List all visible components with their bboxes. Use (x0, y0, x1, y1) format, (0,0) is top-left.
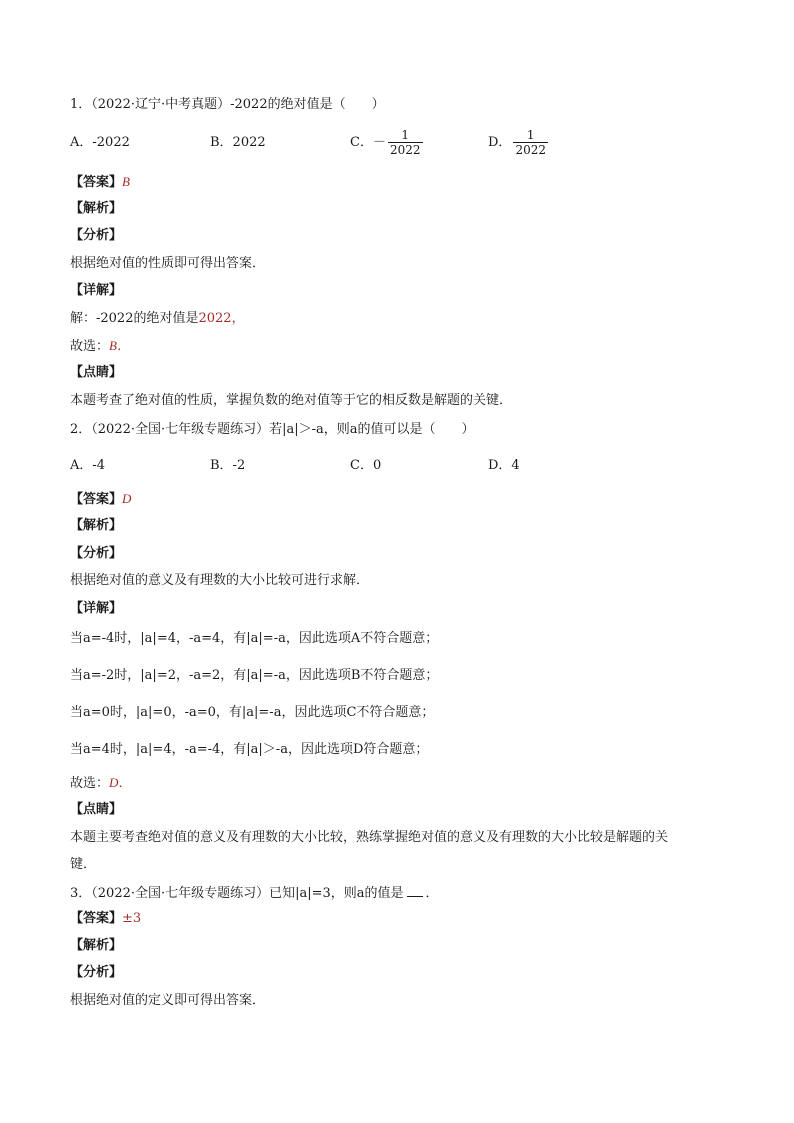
answer-blank (407, 884, 423, 897)
q2-dianjing-heading: 【点睛】 (70, 802, 123, 817)
q2-dianjing-text-2: 键． (70, 857, 97, 872)
q1-option-d (488, 128, 548, 157)
q2-options (70, 457, 730, 475)
highlight-segment: D． (109, 775, 132, 790)
q2-option-d: D．4 (488, 458, 520, 473)
q3-fenxi-text: 根据绝对值的定义即可得出答案． (70, 993, 266, 1008)
fraction-denominator: 2022 (389, 143, 421, 157)
q2-xiangjie-line2: 当a=-2时，|a|=2，-a=2，有|a|=-a，因此选项B不符合题意； (70, 668, 439, 683)
answer-label: 【答案】 (70, 492, 123, 507)
q1-xiangjie-line2 (70, 337, 130, 356)
text-segment: 解：-2022的绝对值是 (70, 311, 199, 326)
q1-option-b: B．2022 (210, 135, 266, 150)
q2-stem: 2．（2022·全国·七年级专题练习）若|a|＞-a，则a的值可以是（ ） (70, 422, 475, 437)
fraction-numerator: 1 (526, 128, 535, 142)
q1-option-c-fraction (388, 128, 423, 157)
text-segment: 3．（2022·全国·七年级专题练习）已知|a|=3，则a的值是 (70, 886, 404, 901)
q2-answer (70, 490, 131, 509)
q2-option-b: B．-2 (210, 458, 246, 473)
q1-option-c (350, 128, 423, 157)
q1-dianjing-heading: 【点睛】 (70, 365, 123, 380)
highlight-segment: B． (109, 338, 130, 353)
q1-option-d-label: D． (488, 135, 512, 150)
text-segment: ． (425, 886, 439, 901)
q1-option-d-fraction (513, 128, 548, 157)
q3-fenxi-heading: 【分析】 (70, 965, 123, 980)
q3-answer (70, 910, 141, 928)
q1-xiangjie-line1 (70, 310, 245, 328)
text-segment: 故选： (70, 776, 110, 791)
q2-xiangjie-line1: 当a=-4时，|a|=4，-a=4，有|a|=-a，因此选项A不符合题意； (70, 631, 439, 646)
q2-xiangjie-line4: 当a=4时，|a|=4，-a=-4，有|a|＞-a，因此选项D符合题意； (70, 742, 429, 757)
q3-stem (70, 884, 439, 903)
q1-xiangjie-heading: 【详解】 (70, 283, 123, 298)
fraction-denominator: 2022 (515, 143, 546, 157)
q1-option-c-label: C．－ (350, 135, 386, 150)
q3-jiexi-heading: 【解析】 (70, 938, 123, 953)
q2-fenxi-heading: 【分析】 (70, 546, 123, 561)
q2-xiangjie-heading: 【详解】 (70, 601, 123, 616)
answer-label: 【答案】 (70, 911, 123, 926)
q1-fenxi-heading: 【分析】 (70, 228, 123, 243)
highlight-segment: 2022， (198, 311, 245, 326)
fraction-numerator: 1 (401, 128, 410, 142)
q1-stem: 1．（2022·辽宁·中考真题）-2022的绝对值是（ ） (70, 97, 385, 112)
q2-fenxi-text: 根据绝对值的意义及有理数的大小比较可进行求解． (70, 573, 370, 588)
q1-dianjing-text: 本题考查了绝对值的性质，掌握负数的绝对值等于它的相反数是解题的关键． (70, 393, 513, 408)
text-segment: 故选： (70, 339, 110, 354)
q1-jiexi-heading: 【解析】 (70, 201, 123, 216)
q2-jiexi-heading: 【解析】 (70, 518, 123, 533)
q2-xiangjie-line3: 当a=0时，|a|=0，-a=0，有|a|=-a，因此选项C不符合题意； (70, 705, 435, 720)
answer-value: B (122, 174, 130, 189)
q2-xiangjie-end (70, 774, 131, 793)
q1-option-a: A．-2022 (70, 135, 130, 150)
q1-fenxi-text: 根据绝对值的性质即可得出答案． (70, 256, 266, 271)
answer-value: D (122, 491, 132, 506)
q2-dianjing-text-1: 本题主要考查绝对值的意义及有理数的大小比较，熟练掌握绝对值的意义及有理数的大小比较是解题的关 (70, 830, 669, 845)
q2-option-c: C．0 (350, 458, 382, 473)
q1-options (70, 128, 730, 162)
answer-value: ±3 (122, 911, 142, 926)
q2-option-a: A．-4 (70, 458, 106, 473)
q1-answer (70, 173, 130, 192)
answer-label: 【答案】 (70, 175, 123, 190)
